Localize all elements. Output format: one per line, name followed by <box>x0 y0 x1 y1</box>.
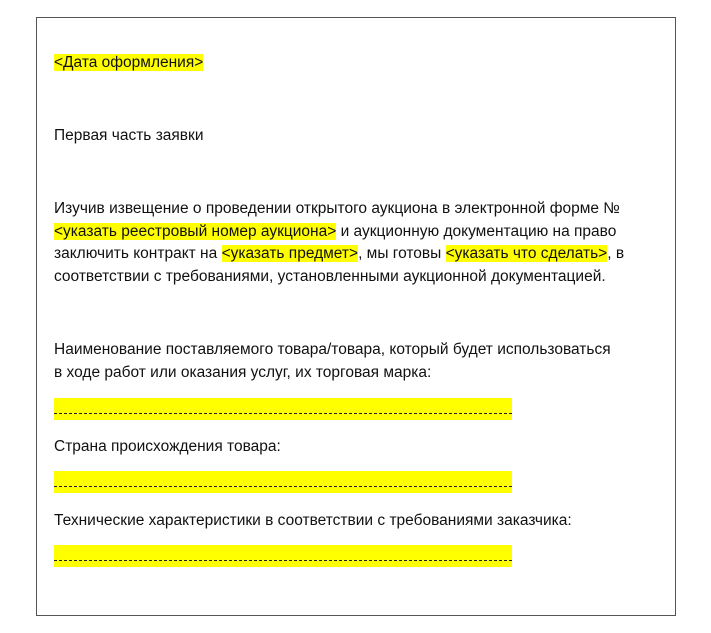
auction-number-placeholder[interactable]: <указать реестровый номер аукциона> <box>54 222 337 240</box>
paragraph-text: заключить контракт на <box>54 245 222 262</box>
product-name-field[interactable] <box>54 398 512 420</box>
date-placeholder[interactable] <box>54 52 203 74</box>
label-line-1: Наименование поставляемого товара/товара, который будет использоваться <box>54 341 611 358</box>
document-page <box>36 17 676 616</box>
paragraph-text: и аукционную документацию на право <box>336 222 617 240</box>
action-placeholder[interactable]: <указать что сделать> <box>445 245 608 262</box>
technical-specs-label: Технические характеристики в соответствии с требованиями заказчика: <box>54 512 572 529</box>
paragraph-text: , мы готовы <box>358 245 446 262</box>
country-of-origin-label: Страна происхождения товара: <box>54 438 281 455</box>
paragraph-line-2 <box>54 221 624 244</box>
date-highlight[interactable]: <Дата оформления> <box>54 54 204 71</box>
country-of-origin-field[interactable] <box>54 471 512 493</box>
intro-paragraph <box>54 198 624 288</box>
document-heading: Первая часть заявки <box>54 127 204 144</box>
product-name-label <box>54 339 611 384</box>
paragraph-text: , в <box>607 245 625 262</box>
label-line-2: в ходе работ или оказания услуг, их торговая марка: <box>54 363 432 381</box>
paragraph-line-4: соответствии с требованиями, установленными аукционной документацией. <box>54 267 606 285</box>
paragraph-line-1: Изучив извещение о проведении открытого аукциона в электронной форме № <box>54 200 620 217</box>
paragraph-line-3 <box>54 243 624 266</box>
technical-specs-field[interactable] <box>54 545 512 567</box>
subject-placeholder[interactable]: <указать предмет> <box>221 245 359 262</box>
